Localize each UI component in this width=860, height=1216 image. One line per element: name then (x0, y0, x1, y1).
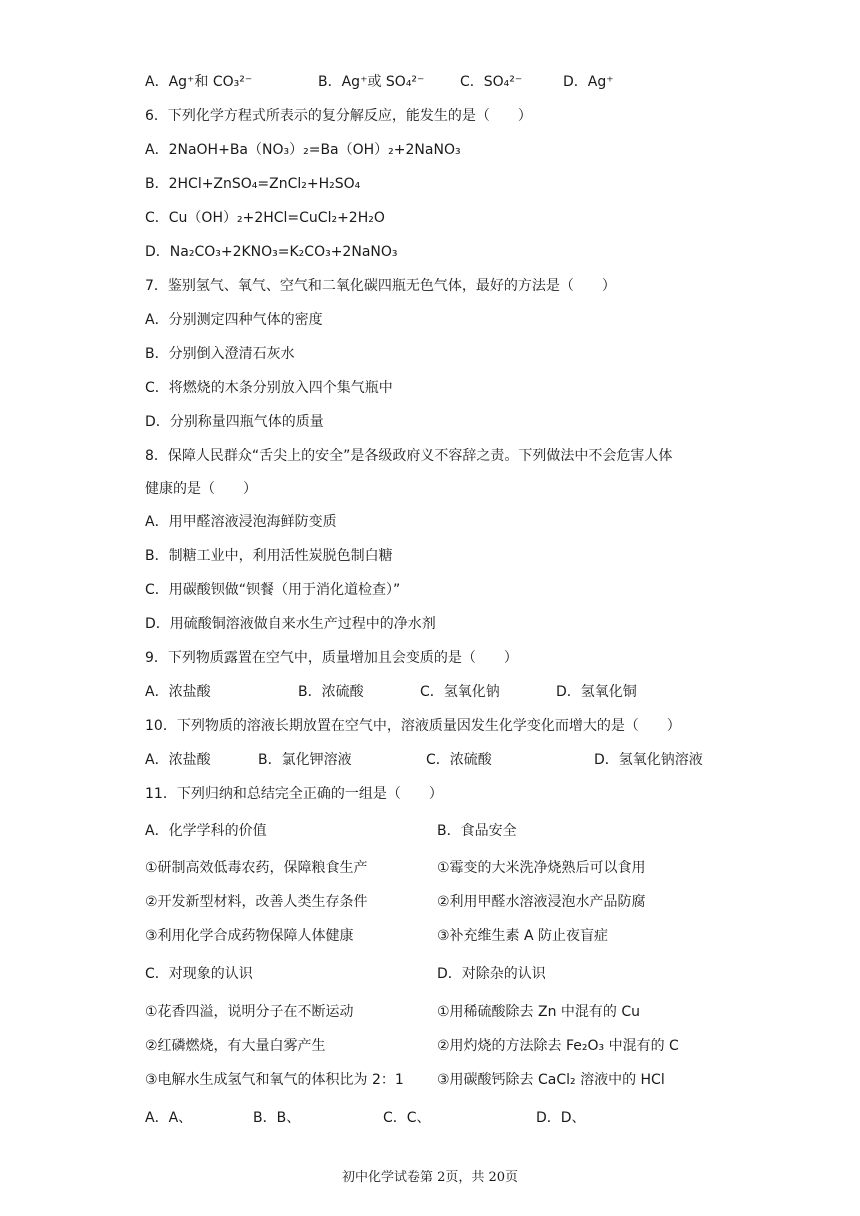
q8-option-a: A．用甲醛溶液浸泡海鲜防变质 (145, 514, 337, 530)
q11-group-c-title: C．对现象的认识 (145, 966, 253, 982)
q8-stem-line1: 8．保障人民群众“舌尖上的安全”是各级政府义不容辞之责。下列做法中不会危害人体 (145, 448, 673, 464)
q11-group-a-item2: ②开发新型材料，改善人类生存条件 (145, 894, 368, 910)
q11-stem: 11．下列归纳和总结完全正确的一组是（ ） (145, 786, 443, 802)
q11-group-c-item2: ②红磷燃烧，有大量白雾产生 (145, 1038, 326, 1054)
q7-option-c: C．将燃烧的木条分别放入四个集气瓶中 (145, 380, 393, 396)
q11-group-b-item3: ③补充维生素 A 防止夜盲症 (437, 928, 609, 944)
q9-option-b: B．浓硫酸 (298, 684, 364, 700)
q10-option-a: A．浓盐酸 (145, 752, 211, 768)
q9-stem: 9．下列物质露置在空气中，质量增加且会变质的是（ ） (145, 650, 518, 666)
q11-group-b-item2: ②利用甲醛水溶液浸泡水产品防腐 (437, 894, 646, 910)
q7-option-a: A．分别测定四种气体的密度 (145, 312, 323, 328)
q7-stem: 7．鉴别氢气、氧气、空气和二氧化碳四瓶无色气体，最好的方法是（ ） (145, 278, 616, 294)
q5-option-b: B．Ag⁺或 SO₄²⁻ (318, 74, 425, 90)
q11-option-d: D．D、 (536, 1110, 586, 1126)
q11-group-c-item1: ①花香四溢，说明分子在不断运动 (145, 1004, 354, 1020)
q11-option-a: A．A、 (145, 1110, 193, 1126)
q8-option-d: D．用硫酸铜溶液做自来水生产过程中的净水剂 (145, 616, 436, 632)
q10-stem: 10．下列物质的溶液长期放置在空气中，溶液质量因发生化学变化而增大的是（ ） (145, 718, 681, 734)
page-footer: 初中化学试卷第 2页，共 20页 (341, 1170, 519, 1185)
q9-option-a: A．浓盐酸 (145, 684, 211, 700)
q6-option-b: B．2HCl+ZnSO₄=ZnCl₂+H₂SO₄ (145, 176, 361, 192)
q10-option-d: D．氢氧化钠溶液 (594, 752, 703, 768)
q6-stem: 6．下列化学方程式所表示的复分解反应，能发生的是（ ） (145, 108, 532, 124)
q11-group-b-title: B．食品安全 (437, 823, 517, 839)
q7-option-b: B．分别倒入澄清石灰水 (145, 346, 295, 362)
q10-option-b: B．氯化钾溶液 (258, 752, 352, 768)
q6-option-c: C．Cu（OH）₂+2HCl=CuCl₂+2H₂O (145, 210, 385, 226)
q6-option-a: A．2NaOH+Ba（NO₃）₂=Ba（OH）₂+2NaNO₃ (145, 142, 461, 158)
q11-group-d-item1: ①用稀硫酸除去 Zn 中混有的 Cu (437, 1004, 641, 1020)
q11-option-c: C．C、 (383, 1110, 431, 1126)
q10-option-c: C．浓硫酸 (426, 752, 492, 768)
q5-option-d: D．Ag⁺ (563, 74, 614, 90)
q8-option-b: B．制糖工业中，利用活性炭脱色制白糖 (145, 548, 393, 564)
q8-stem-line2: 健康的是（ ） (145, 481, 257, 497)
q11-group-a-item3: ③利用化学合成药物保障人体健康 (145, 928, 354, 944)
q9-option-c: C．氢氧化钠 (420, 684, 500, 700)
q5-option-c: C．SO₄²⁻ (460, 74, 523, 90)
q5-option-a: A．Ag⁺和 CO₃²⁻ (145, 74, 253, 90)
q11-option-b: B．B、 (253, 1110, 301, 1126)
q11-group-c-item3: ③电解水生成氢气和氧气的体积比为 2：1 (145, 1072, 404, 1088)
q11-group-d-item2: ②用灼烧的方法除去 Fe₂O₃ 中混有的 C (437, 1038, 679, 1054)
q7-option-d: D．分别称量四瓶气体的质量 (145, 414, 324, 430)
q11-group-a-item1: ①研制高效低毒农药，保障粮食生产 (145, 860, 368, 876)
q6-option-d: D．Na₂CO₃+2KNO₃=K₂CO₃+2NaNO₃ (145, 244, 398, 260)
q11-group-b-item1: ①霉变的大米洗净烧熟后可以食用 (437, 860, 646, 876)
q8-option-c: C．用碳酸钡做“钡餐（用于消化道检查）” (145, 582, 401, 598)
q11-group-d-title: D．对除杂的认识 (437, 966, 546, 982)
q9-option-d: D．氢氧化铜 (556, 684, 637, 700)
q11-group-a-title: A．化学学科的价值 (145, 823, 267, 839)
q11-group-d-item3: ③用碳酸钙除去 CaCl₂ 溶液中的 HCl (437, 1072, 665, 1088)
